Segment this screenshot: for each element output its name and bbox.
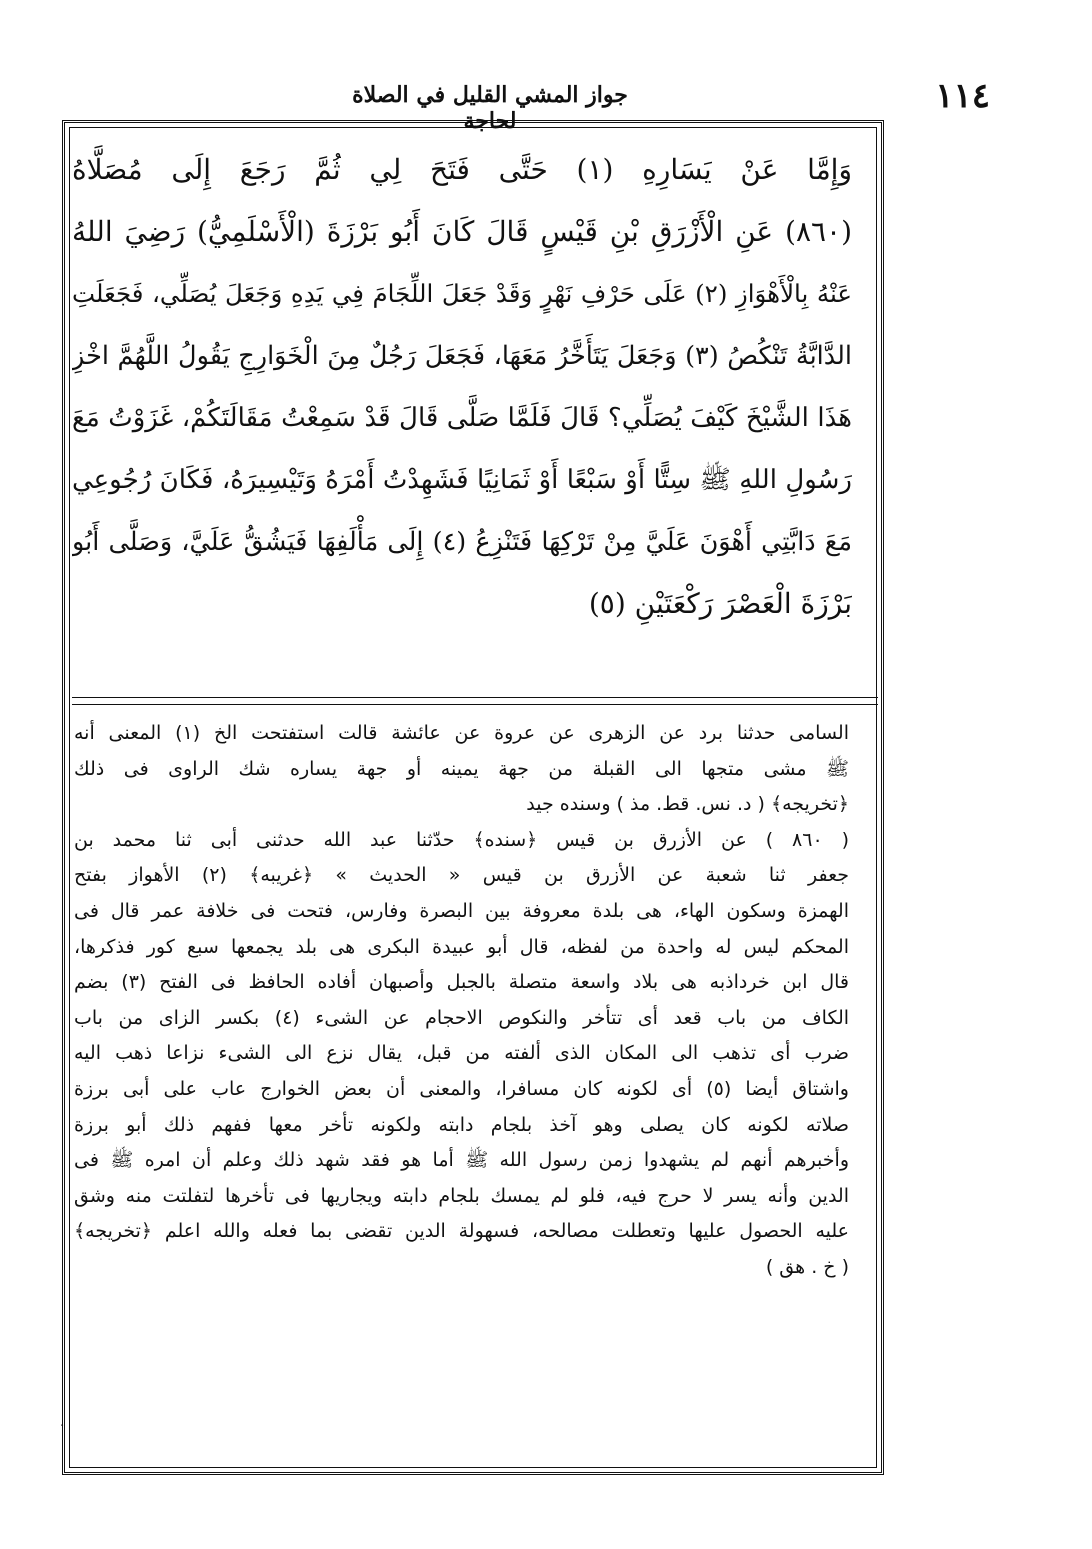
footnote-line: الهمزة وسكون الهاء، هى بلدة معروفة بين البصرة وفارس، فتحت فى خلافة عمر قال فى xyxy=(74,899,849,922)
footnote-line: عليه الحصول عليها وتعطلت مصالحه، فسهولة الدين تقضى بما فعله والله اعلم ﴿تخريجه﴾ xyxy=(74,1220,849,1243)
running-title: جواز المشي القليل في الصلاة لحاجة xyxy=(352,82,628,134)
footnote-line: ( خ . هق ) xyxy=(765,1255,849,1278)
hadith-line: رَسُولِ اللهِ ﷺ سِتًّا أَوْ سَبْعًا أَوْ ثَمَانِيًا فَشَهِدْتُ أَمْرَهُ وَتَيْسِيرَهُ، فَكَانَ رُجُوعِي xyxy=(72,465,852,495)
page-number: ١١٤ xyxy=(935,76,990,116)
hadith-line: الدَّابَّةُ تَنْكُصُ (٣) وَجَعَلَ يَتَأَخَّرُ مَعَهَا، فَجَعَلَ رَجُلٌ مِنَ الْخَوَارِجِ يَقُولُ اللَّهُمَّ اخْزِ xyxy=(72,341,852,371)
footnote-line: ضرب أى تذهب الى المكان الذى ألفته من قبل، يقال نزع الى الشىء نزاعا ذهب اليه xyxy=(74,1042,849,1065)
footnote-line: ﷺ مشى متجها الى القبلة من جهة يمينه أو جهة يساره شك الراوى فى ذلك xyxy=(74,757,849,780)
footnotes xyxy=(74,716,849,1461)
section-divider xyxy=(72,697,878,705)
footnote-line: وأخبرهم أنهم لم يشهدوا زمن رسول الله ﷺ أما هو فقد شهد ذلك وعلم أن امره ﷺ فى xyxy=(74,1149,849,1172)
hadith-line: (٨٦٠) عَنِ الْأَزْرَقِ بْنِ قَيْسٍ قَالَ كَانَ أَبُو بَرْزَةَ (الْأَسْلَمِيُّ) رَضِيَ اللهُ xyxy=(72,215,852,248)
footnote-line: السامى حدثنا برد عن الزهرى عن عروة عن عائشة قالت استفتحت الخ (١) المعنى أنه xyxy=(74,722,849,744)
footnote-line: ﴿تخريجه﴾ ( د. نس. قط. مذ ) وسنده جيد xyxy=(526,793,849,816)
footnote-line: المحكم ليس له واحدة من لفظه، قال أبو عبيدة البكرى هى بلد يجمعها سبع كور فذكرها، xyxy=(74,935,849,958)
hadith-line: بَرْزَةَ الْعَصْرَ رَكْعَتَيْنِ (٥) xyxy=(588,587,852,620)
footnote-line: الكاف من باب قعد أى تتأخر والنكوص الاحجام عن الشىء (٤) بكسر الزاى من باب xyxy=(74,1006,849,1029)
footnote-line: جعفر ثنا شعبة عن الأزرق بن قيس « الحديث » ﴿غريبه﴾ (٢) الأهواز بفتح xyxy=(74,864,849,887)
margin-dot: · xyxy=(60,1418,65,1434)
hadith-line: هَذَا الشَّيْخَ كَيْفَ يُصَلِّي؟ قَالَ فَلَمَّا صَلَّى قَالَ قَدْ سَمِعْتُ مَقَالَتَكُمْ، غَزَوْتُ مَعَ xyxy=(72,403,852,433)
footnote-line: صلاته لكونه كان يصلى وهو آخذ بلجام دابته ولكونه تأخر معها ففهم ذلك أبو برزة xyxy=(74,1113,849,1136)
hadith-text xyxy=(72,140,852,688)
footnote-line: الدين وأنه يسر لا حرج فيه، فلو لم يمسك بلجام دابته ويجاريها فى تأخرها لتفلتت منه وشق xyxy=(74,1184,849,1207)
hadith-line: مَعَ دَابَّتِي أَهْوَنَ عَلَيَّ مِنْ تَرْكِهَا فَتَنْزِعُ (٤) إِلَى مَأْلَفِهَا فَيَشُقُّ عَلَيَّ، وَصَلَّى أَبُو xyxy=(72,527,852,557)
footnote-line: قال ابن خرداذبه هى بلاد واسعة متصلة بالجبل وأصبهان أفاده الحافظ فى الفتح (٣) بضم xyxy=(74,971,849,994)
page-header xyxy=(60,76,1020,134)
footnote-line: ( ٨٦٠ ) عن الأزرق بن قيس ﴿سنده﴾ حدّثنا عبد الله حدثنى أبى ثنا محمد بن xyxy=(74,828,849,851)
hadith-line: وَإِمَّا عَنْ يَسَارِهِ (١) حَتَّى فَتَحَ لِي ثُمَّ رَجَعَ إِلَى مُصَلَّاهُ xyxy=(72,153,852,186)
footnote-line: واشتاق أيضا (٥) أى لكونه كان مسافرا، والمعنى أن بعض الخوارج عاب على أبى برزة xyxy=(74,1077,849,1100)
hadith-line: عَنْهُ بِالْأَهْوَازِ (٢) عَلَى حَرْفِ نَهْرٍ وَقَدْ جَعَلَ اللِّجَامَ فِي يَدِهِ وَجَعَلَ يُصَلِّي، فَجَعَلَتِ xyxy=(72,279,852,308)
